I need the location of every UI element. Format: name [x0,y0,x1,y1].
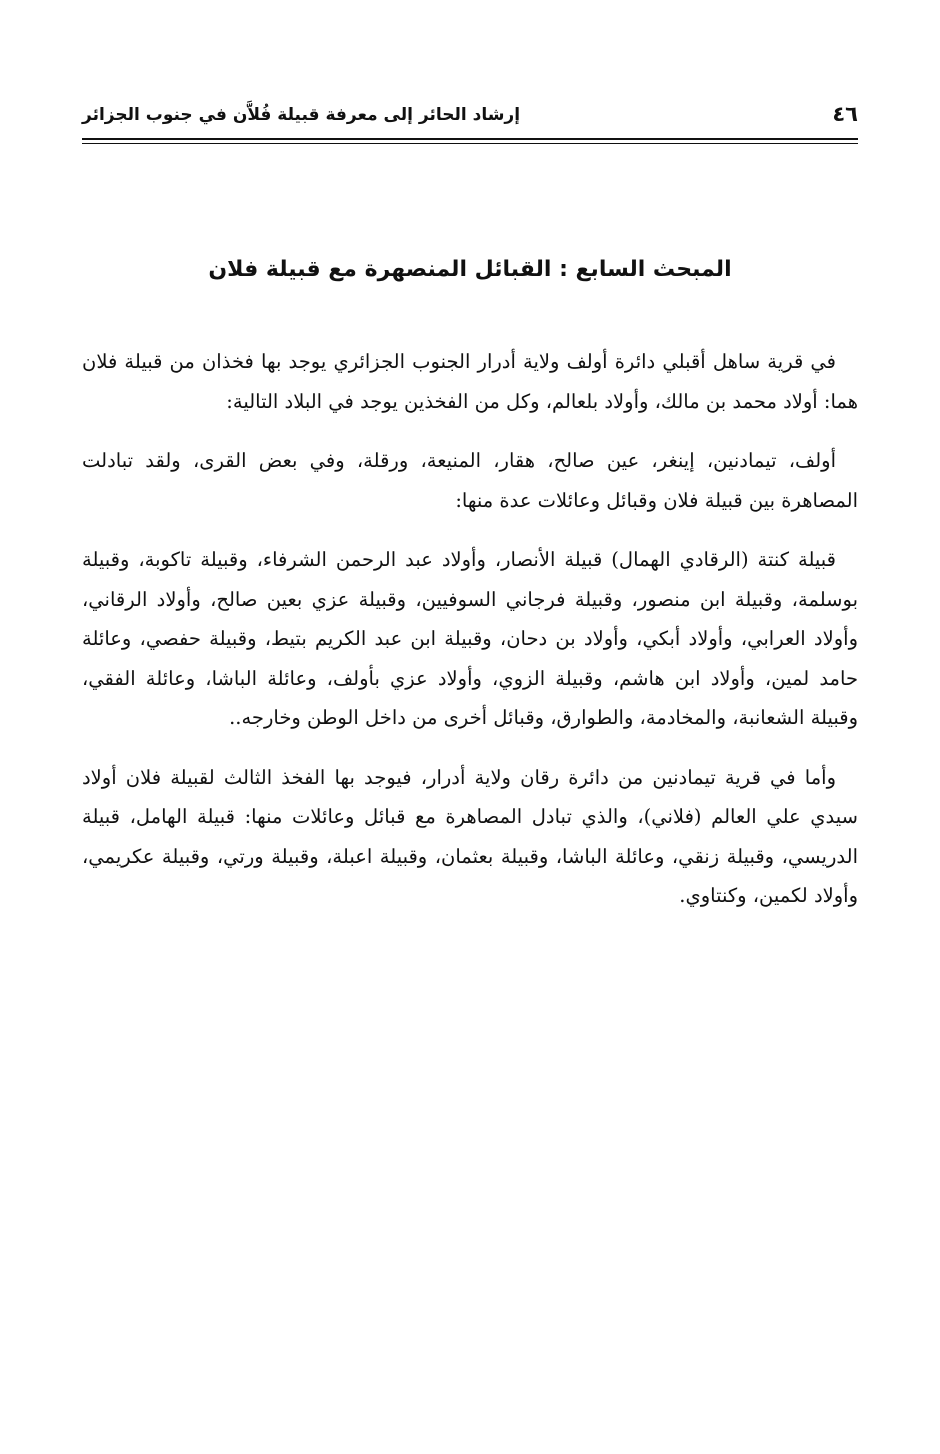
running-title: إرشاد الحائر إلى معرفة قبيلة فُلاَّن في جنوب الجزائر [82,105,521,125]
header-rule-thin [82,143,858,144]
body-text [82,342,858,936]
page-number: ٤٦ [832,102,858,126]
paragraph-3: قبيلة كنتة (الرقادي الهمال) قبيلة الأنصار، وأولاد عبد الرحمن الشرفاء، وقبيلة تاكوبة، وقبيلة بوسلمة، وقبيلة ابن منصور، وقبيلة فرجاني السوفيين، وقبيلة عزي بعين صالح، وأولاد الرقاني، وأولاد العرابي، وأولاد أبكي، وأولاد بن دحان، وقبيلة ابن عبد الكريم بتيط، وقبيلة حفصي، وعائلة حامد لمين، وأولاد ابن هاشم، وقبيلة الزوي، وأولاد عزي بأولف، وعائلة الباشا، وعائلة الفقي، وقبيلة الشعانبة، والمخادمة، والطوارق، وقبائل أخرى من داخل الوطن وخارجه.. [82,548,858,729]
header-rule-thick [82,138,858,140]
paragraph-4: وأما في قرية تيمادنين من دائرة رقان ولاية أدرار، فيوجد بها الفخذ الثالث لقبيلة فلان أولاد سيدي علي العالم (فلاني)، والذي تبادل المصاهرة مع قبائل وعائلات منها: قبيلة الهامل، قبيلة الدريسي، وقبيلة زنقي، وعائلة الباشا، وقبيلة بعثمان، وقبيلة اعبلة، وقبيلة ورتي، وقبيلة عكريمي، وأولاد لكمين، وكنتاوي. [82,765,858,907]
page-header [82,98,858,134]
section-title: المبحث السابع : القبائل المنصهرة مع قبيلة فلان [208,257,732,283]
paragraph-2: أولف، تيمادنين، إينغر، عين صالح، هقار، المنيعة، ورقلة، وفي بعض القرى، ولقد تبادلت المصاهرة بين قبيلة فلان وقبائل وعائلات عدة منها: [82,449,858,512]
paragraph-1: في قرية ساهل أقبلي دائرة أولف ولاية أدرار الجنوب الجزائري يوجد بها فخذان من قبيلة فلان هما: أولاد محمد بن مالك، وأولاد بلعالم، وكل من الفخذين يوجد في البلاد التالية: [82,350,858,413]
